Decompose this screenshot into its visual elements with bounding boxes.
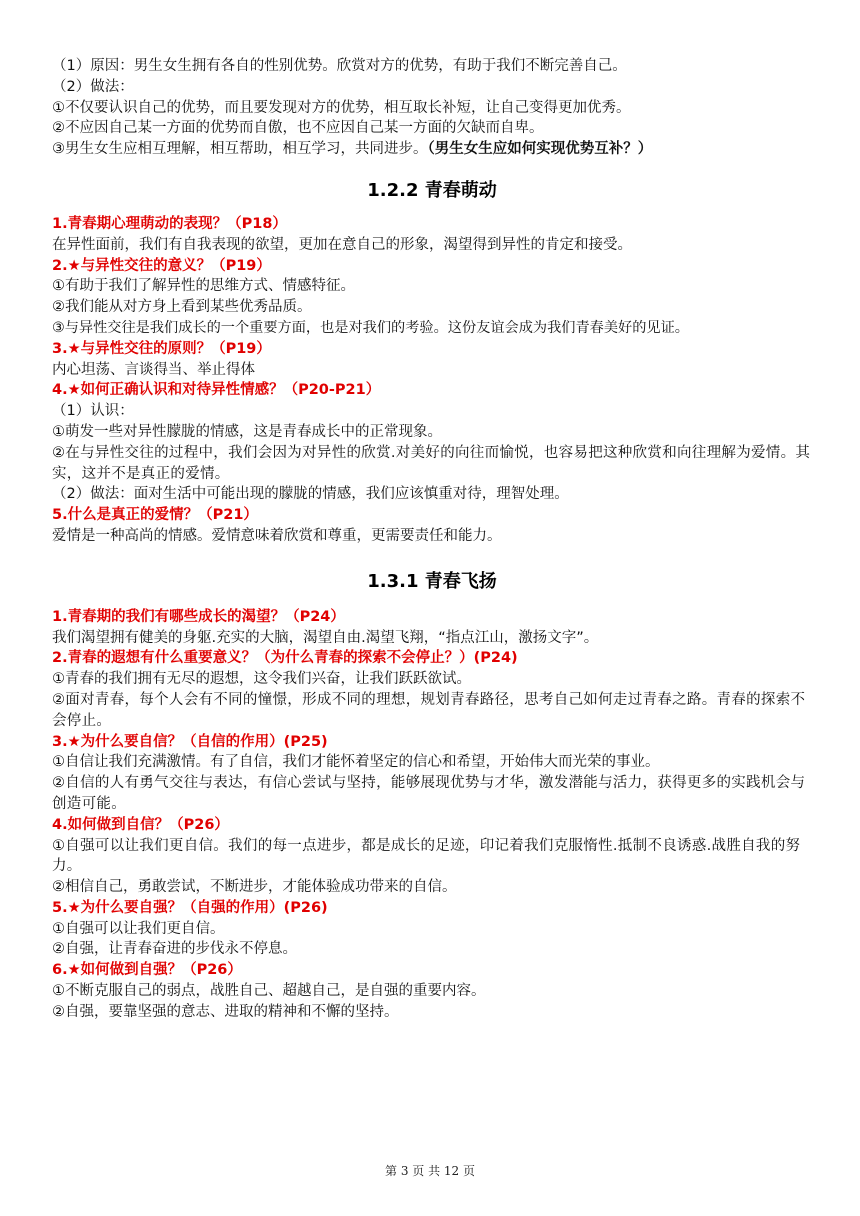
- answer-text: ①自信让我们充满激情。有了自信，我们才能怀着坚定的信心和希望，开始伟大而光荣的事业。: [52, 754, 660, 771]
- paragraph: （2）做法：: [52, 78, 134, 95]
- question-heading: 3.★与异性交往的原则？（P19）: [52, 340, 271, 357]
- question-heading: 5.★为什么要自强？（自强的作用）(P26): [52, 899, 328, 916]
- question-heading: 1.青春期的我们有哪些成长的渴望？（P24）: [52, 608, 345, 625]
- answer-text: ②自信的人有勇气交往与表达，有信心尝试与坚持，能够展现优势与才华，激发潜能与活力，获得更多的实践机会与创造可能。: [52, 775, 806, 812]
- answer-text: ③与异性交往是我们成长的一个重要方面，也是对我们的考验。这份友谊会成为我们青春美好的见证。: [52, 319, 689, 336]
- answer-text: 内心坦荡、言谈得当、举止得体: [52, 361, 255, 378]
- answer-text: 爱情是一种高尚的情感。爱情意味着欣赏和尊重，更需要责任和能力。: [52, 527, 502, 544]
- answer-text: ①自强可以让我们更自信。我们的每一点进步，都是成长的足迹，印记着我们克服惰性.抵制不良诱惑.战胜自我的努力。: [52, 837, 801, 875]
- paragraph-text: ③男生女生应相互理解，相互帮助，相互学习，共同进步。: [52, 141, 428, 158]
- section-heading: 1.3.1 青春飞扬: [367, 570, 497, 592]
- answer-text: ①萌发一些对异性朦胧的情感，这是青春成长中的正常现象。: [52, 423, 442, 440]
- question-heading: 6.★如何做到自强？（P26）: [52, 962, 242, 979]
- question-heading: 3.★为什么要自信？（自信的作用）(P25): [52, 733, 328, 750]
- question-heading: 2.青春的遐想有什么重要意义？（为什么青春的探索不会停止？）(P24): [52, 650, 518, 667]
- answer-text: ②我们能从对方身上看到某些优秀品质。: [52, 299, 312, 316]
- emphasized-question: （男生女生应如何实现优势互补？）: [427, 141, 653, 158]
- question-heading: 1.青春期心理萌动的表现？（P18）: [52, 215, 287, 232]
- paragraph: （1）原因：男生女生拥有各自的性别优势。欣赏对方的优势，有助于我们不断完善自己。: [52, 58, 627, 74]
- answer-text: ①不断克服自己的弱点，战胜自己、超越自己，是自强的重要内容。: [52, 983, 486, 1000]
- paragraph: ①不仅要认识自己的优势，而且要发现对方的优势，相互取长补短，让自己变得更加优秀。: [52, 99, 631, 116]
- question-heading: 2.★与异性交往的意义？（P19）: [52, 257, 271, 274]
- paragraph: ②不应因自己某一方面的优势而自傲，也不应因自己某一方面的欠缺而自卑。: [52, 120, 544, 137]
- question-heading: 5.什么是真正的爱情？（P21）: [52, 507, 258, 524]
- answer-text: ②在与异性交往的过程中，我们会因为对异性的欣赏.对美好的向往而愉悦，也容易把这种欣赏和向往理解为爱情。其实，这并不是真正的爱情。: [52, 444, 811, 482]
- answer-text: 在异性面前，我们有自我表现的欲望，更加在意自己的形象，渴望得到异性的肯定和接受。: [52, 236, 632, 253]
- answer-text: ①青春的我们拥有无尽的遐想，这令我们兴奋，让我们跃跃欲试。: [52, 671, 471, 688]
- paragraph: [52, 139, 812, 160]
- section-heading: 1.2.2 青春萌动: [367, 179, 497, 201]
- answer-text: （2）做法：面对生活中可能出现的朦胧的情感，我们应该慎重对待，理智处理。: [52, 486, 569, 503]
- page-content: [52, 56, 812, 1023]
- question-heading: 4.★如何正确认识和对待异性情感？（P20-P21）: [52, 382, 381, 399]
- page-number-footer: 第 3 页 共 12 页: [385, 1164, 475, 1178]
- question-heading: 4.如何做到自信？（P26）: [52, 816, 229, 833]
- answer-text: ①有助于我们了解异性的思维方式、情感特征。: [52, 278, 355, 295]
- answer-text: ②相信自己，勇敢尝试，不断进步，才能体验成功带来的自信。: [52, 879, 457, 896]
- answer-text: （1）认识：: [52, 403, 134, 420]
- answer-text: 我们渴望拥有健美的身躯.充实的大脑，渴望自由.渴望飞翔，“指点江山，激扬文字”。: [52, 629, 599, 646]
- answer-text: ②面对青春，每个人会有不同的憧憬，形成不同的理想，规划青春路径，思考自己如何走过青春之路。青春的探索不会停止。: [52, 691, 806, 729]
- answer-text: ②自强，让青春奋进的步伐永不停息。: [52, 941, 297, 958]
- answer-text: ②自强，要靠坚强的意志、进取的精神和不懈的坚持。: [52, 1003, 399, 1020]
- answer-text: ①自强可以让我们更自信。: [52, 920, 225, 937]
